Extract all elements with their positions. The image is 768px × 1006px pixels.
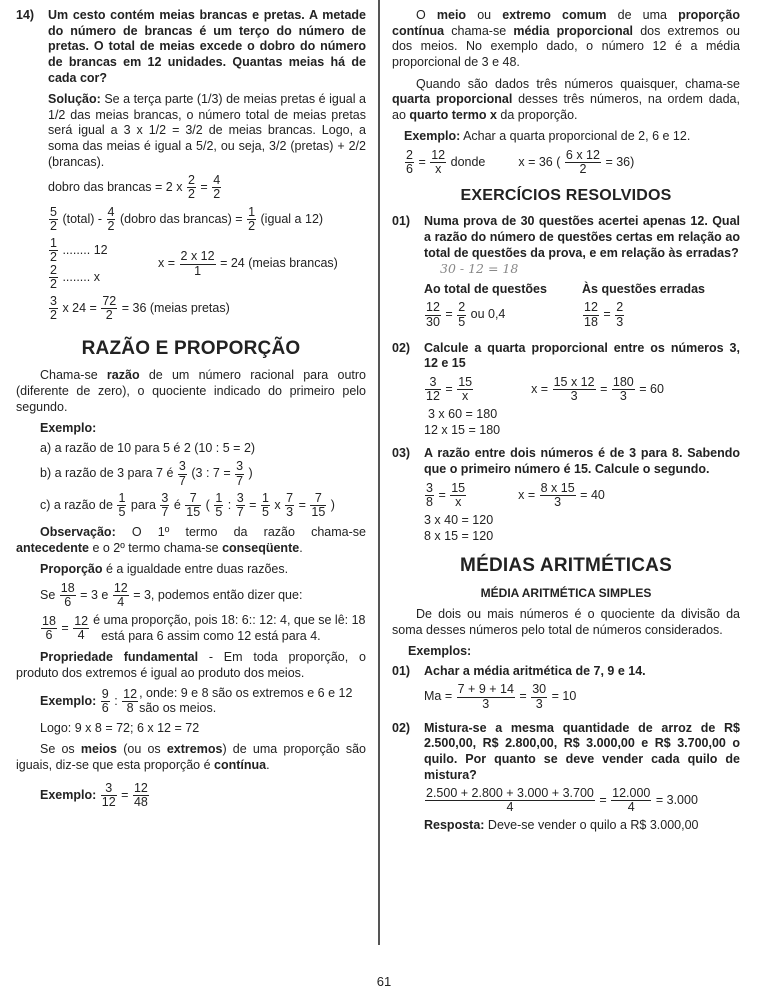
answer: Resposta: Deve-se vender o quilo a R$ 3.000,00 [424,818,699,833]
left-column [16,8,366,813]
example-a: a) a razão de 10 para 5 é 2 (10 : 5 = 2) [40,440,256,455]
quarta-example: Exemplo: Achar a quarta proporcional de 2, 6 e 12. [404,129,691,144]
exercise-statement: Numa prova de 30 questões acertei apenas 12. Qual a razão do número de questões certas em relação ao total de questões da prova, e em relação às erradas? [424,214,740,260]
logo-line: Logo: 9 x 8 = 72; 6 x 12 = 72 [40,720,200,735]
continua-example: Exemplo: $\frac{3}{12}$ = $\frac{12}{48}$ [40,780,148,809]
page-number: 61 [376,973,392,989]
exercise-statement: Calcule a quarta proporcional entre os números 3, 12 e 15 [424,340,740,371]
exercise-statement: A razão entre dois números é de 3 para 8. Sabendo que o primeiro número é 15. Calcule o segundo. [424,446,740,476]
media-example-02: 02) Mistura-se a mesma quantidade de arroz de R$ 2.500,00, R$ 2.800,00, R$ 3.000,00 e R$ 3.700,00 o quilo. Por quanto se deve vender cada quilo de mistura? $\frac{2.500 + 2.800 + 3.000 + 3.700}{4}$ = $\frac{12.000}{4}$ = 3.000 Resposta: Deve-se vender o quilo a R$ 3.000,00 [392,720,740,833]
solution-line-2: $\frac{5}{2}$ (total) - $\frac{4}{2}$ (dobro das brancas) = $\frac{1}{2}$ (igual a 12) [50,204,324,233]
section-title-exercicios: EXERCÍCIOS RESOLVIDOS [460,187,672,205]
media-proporcional-text: O meio ou extremo comum de uma proporção contínua chama-se média proporcional dos extremos ou dos meios. No exemplo dado, o número 12 é a média proporcional de 3 e 48. [392,8,740,69]
razao-definition: Chama-se razão de um número racional para outro (diferente de zero), o quociente indicado do primeiro pelo segundo. [16,368,366,414]
handwritten-note: 30 - 12 = 18 [440,261,519,277]
exercise-03: 03) A razão entre dois números é de 3 para 8. Sabendo que o primeiro número é 15. Calcule o segundo. $\frac{3}{8}$ = $\frac{15}{x}$ x = $\frac{8 x 15}{3}$ = 40 3 x 40 = 120 8 x 15 = 120 [392,446,740,543]
problem-statement: Um cesto contém meias brancas e pretas. A metade do número de brancas é um terço do número de pretas. O total de meias excede o dobro do número de brancas em 12 unidades. Quantas meias há de cada cor? [48,8,366,85]
exercise-02: 02) Calcule a quarta proporcional entre os números 3, 12 e 15 $\frac{3}{12}$ = $\frac{15}{x}$ x = $\frac{15 x 12}{3}$ = $\frac{180}{3}$ = 60 3 x 60 = 180 12 x 15 = 180 [392,340,740,437]
propriedade-fundamental: Propriedade fundamental - Em toda proporção, o produto dos extremos é igual ao produto dos meios. [16,650,366,680]
quarta-example-calc: $\frac{2}{6}$ = $\frac{12}{x}$ donde x = 36 ( $\frac{6 x 12}{2}$ = 36) [406,148,635,177]
example-b: b) a razão de 3 para 7 é $\frac{3}{7}$ (3 : 7 = $\frac{3}{7}$ ) [40,459,253,488]
example-c: c) a razão de $\frac{1}{5}$ para $\frac{3}{7}$ é $\frac{7}{15}$ ( $\frac{1}{5}$ : $\frac{3}{7}$ = $\frac{1}{5}$ x $\frac{7}{3}$ = $\frac{7}{15}$ ) [40,490,335,519]
proporcao-statement: $\frac{18}{6}$ = $\frac{12}{4}$ é uma proporção, pois 18: 6:: 12: 4, que se lê: 18 está para 6 assim como 12 está para 4. [42,613,366,643]
section-title-medias: MÉDIAS ARITMÉTICAS [460,555,672,577]
problem-number: 14) [16,8,35,22]
example-label: Exemplo: [40,421,97,436]
column-divider [378,0,380,945]
problem-14 [16,8,366,327]
proporcao-example: Se $\frac{18}{6}$ = 3 e $\frac{12}{4}$ = 3, podemos então dizer que: [40,580,303,609]
proporcao-definition: Proporção é a igualdade entre duas razões. [40,562,289,577]
observacao: Observação: O 1º termo da razão chama-se antecedente e o 2º termo chama-se conseqüente. [16,524,366,555]
solution-text: Solução: Se a terça parte (1/3) de meias pretas é igual a 1/2 das meias brancas, o número total de meias pretas será igual a 3 x 1/2 = 3/2 de meias brancas. Logo, a soma das meias é igual a 5/2, ou seja, 3/2 (pretas) + 2/2 (brancas). [48,92,366,169]
section-title-razao: RAZÃO E PROPORÇÃO [81,337,301,359]
examples-label: Exemplos: [408,644,472,659]
right-column [392,8,740,834]
solution-line-4: $\frac{3}{2}$ x 24 = $\frac{72}{2}$ = 36 (meias pretas) [50,294,230,323]
continua-definition: Se os meios (ou os extremos) de uma proporção são iguais, diz-se que esta proporção é contínua. [16,742,366,772]
subsection-title: MÉDIA ARITMÉTICA SIMPLES [480,585,652,600]
exercise-01: 01) Numa prova de 30 questões acertei apenas 12. Qual a razão do número de questões certas em relação ao total de questões da prova, e em relação às erradas? 30 - 12 = 18 Ao total de questões $\frac{12}{30}$ = $\frac{2}{5}$ ou 0,4 Às questões erradas $\frac{12}{18}$ = $\frac{2}{3}$ [392,214,740,329]
solution-line-1: dobro das brancas = 2 x $\frac{2}{2}$ = $\frac{4}{2}$ [48,173,221,202]
propriedade-example: Exemplo: $\frac{9}{6}$ : $\frac{12}{8}$ , onde: 9 e 8 são os extremos e 6 e 12 são os meios. [40,685,353,716]
solution-line-3: $\frac{1}{2}$ ........ 12 $\frac{2}{2}$ ........ x x = $\frac{2 x 12}{1}$ = 24 (meias brancas) [50,235,338,292]
quarta-proporcional-text: Quando são dados três números quaisquer, chama-se quarta proporcional desses três números, na ordem dada, ao quarto termo x da proporção. [392,76,740,122]
media-definition: De dois ou mais números é o quociente da divisão da soma desses números pelo total de números considerados. [392,606,740,637]
media-example-01: 01) Achar a média aritmética de 7, 9 e 14. Ma = $\frac{7 + 9 + 14}{3}$ = $\frac{30}{3}$ = 10 [392,663,646,711]
